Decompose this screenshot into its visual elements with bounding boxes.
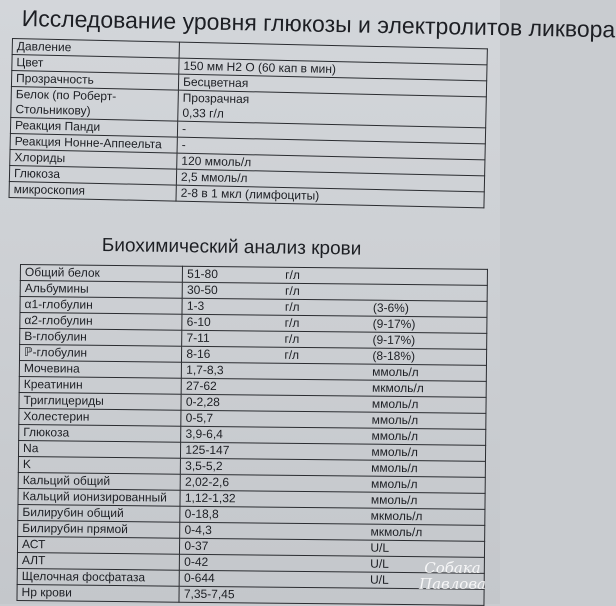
param-name: Хлориды <box>10 149 177 169</box>
value-unit <box>284 423 372 424</box>
watermark-logo <box>419 560 486 592</box>
value-unit: г/л <box>284 331 300 346</box>
reference-extra: (3-6%) <box>372 300 409 316</box>
reference-extra: ммоль/л <box>371 460 418 476</box>
reference-value: 30-50 <box>186 282 218 298</box>
reference-extra: ммоль/л <box>371 412 419 428</box>
watermark-line-1: Собака <box>424 559 481 577</box>
blood-biochem-table <box>16 264 488 606</box>
analyte-name: Креатинин <box>19 376 181 394</box>
param-value: Бесцветная <box>178 74 486 97</box>
value-unit <box>283 471 371 472</box>
param-name: Реакция Нонне-Аппеельта <box>10 133 177 153</box>
value-unit <box>283 519 371 520</box>
reference-extra: (8-18%) <box>372 348 416 364</box>
value-unit: г/л <box>284 299 300 314</box>
reference-value: 0-4,3 <box>184 522 212 538</box>
value-unit <box>284 375 372 376</box>
param-value: 150 мм Н2 О (60 кап в мин) <box>179 58 487 81</box>
reference-extra: (9-17%) <box>372 316 416 332</box>
reference-extra: U/L <box>370 540 390 555</box>
analyte-name: Холестерин <box>19 408 181 426</box>
analyte-name: α1-глобулин <box>20 297 182 315</box>
value-unit: г/л <box>284 315 300 330</box>
param-name: Реакция Панди <box>10 117 177 137</box>
analyte-name: Триглицериды <box>19 392 181 410</box>
analyte-name: Общий белок <box>20 265 182 283</box>
reference-extra: ммоль/л <box>372 364 419 380</box>
analyte-name: Глюкоза <box>19 424 181 442</box>
param-name: Глюкоза <box>9 165 176 185</box>
analyte-name: Билирубин общий <box>18 504 180 522</box>
reference-extra: мкмоль/л <box>370 524 423 540</box>
reference-value: 0-37 <box>184 538 209 553</box>
reference-value: 8-16 <box>186 346 211 361</box>
reference-value: 0-18,8 <box>184 506 219 522</box>
reference-value: 125-147 <box>185 442 230 458</box>
reference-extra: ммоль/л <box>371 428 419 444</box>
param-name: Прозрачность <box>11 71 178 91</box>
value-unit <box>282 583 370 584</box>
value-unit <box>282 551 370 552</box>
reference-value: 0-42 <box>184 554 209 569</box>
reference-extra: мкмоль/л <box>371 380 424 396</box>
param-value: 2-8 в 1 мкл (лимфоциты) <box>176 185 484 208</box>
value-unit <box>282 535 370 536</box>
reference-extra: ммоль/л <box>371 396 419 412</box>
analyte-name: B-глобулин <box>20 329 182 347</box>
analyte-name: Кальций общий <box>18 472 180 490</box>
value-unit <box>282 599 370 600</box>
reference-extra: ммоль/л <box>370 492 418 508</box>
param-value: Прозрачная 0,33 г/л <box>178 90 487 128</box>
reference-value: 6-10 <box>186 314 211 330</box>
value-unit: г/л <box>284 283 300 298</box>
csf-section-title: Исследование уровня глюкозы и электролитов ликвора <box>21 4 616 43</box>
reference-value: 2,02-2,6 <box>184 474 230 490</box>
value-unit <box>283 455 371 456</box>
analyte-name: АСТ <box>17 536 179 554</box>
value-unit <box>284 407 372 408</box>
analyte-name: Альбумины <box>20 281 182 299</box>
reference-extra: ммоль/л <box>371 444 418 460</box>
analyte-name: Щелочная фосфатаза <box>17 568 179 586</box>
value-unit <box>283 503 371 504</box>
reference-value: 1-3 <box>186 298 205 313</box>
value-unit: г/л <box>284 347 300 362</box>
value-unit <box>283 439 371 440</box>
reference-value: 0-644 <box>183 570 215 586</box>
watermark-line-2: Павлова <box>418 575 486 593</box>
reference-value: 7-11 <box>186 330 210 345</box>
param-value: - <box>177 137 485 160</box>
analyte-name: Нр крови <box>17 584 179 602</box>
csf-table <box>9 38 488 208</box>
param-name: Цвет <box>12 55 179 75</box>
blood-section-title: Биохимический анализ крови <box>101 234 362 260</box>
param-name: микроскопия <box>9 181 176 201</box>
reference-extra: (9-17%) <box>372 332 416 348</box>
param-name: Белок (по Роберт-Стольникову) <box>11 86 179 121</box>
reference-value: 27-62 <box>185 378 217 394</box>
analyte-name: α2-глобулин <box>20 313 182 331</box>
analyte-name: Билирубин прямой <box>18 520 180 538</box>
reference-value: 1,7-8,3 <box>186 362 224 378</box>
value-unit <box>284 391 372 392</box>
analyte-name: ℙ-глобулин <box>19 345 181 363</box>
reference-value: 0-2,28 <box>185 394 220 410</box>
analyte-name: K <box>18 456 180 474</box>
analyte-name: Кальций ионизированный <box>18 488 180 506</box>
analyte-name: АЛТ <box>17 552 179 570</box>
reference-value: 51-80 <box>187 266 218 282</box>
reference-value: 7,35-7,45 <box>183 586 235 602</box>
value-unit <box>282 567 370 568</box>
analyte-name: Мочевина <box>19 360 181 378</box>
reference-value: 3,9-6,4 <box>185 426 223 442</box>
reference-value: 3,5-5,2 <box>185 458 223 474</box>
param-value: - <box>177 121 485 144</box>
analyte-name: Na <box>18 440 180 458</box>
param-name: Давление <box>12 39 179 59</box>
param-value: 120 ммоль/л <box>177 153 485 176</box>
reference-value: 0-5,7 <box>185 410 214 426</box>
value-unit <box>283 487 371 488</box>
reference-extra: U/L <box>369 572 389 587</box>
value-unit: г/л <box>285 267 301 282</box>
reference-extra: ммоль/л <box>370 476 418 492</box>
reference-extra: U/L <box>370 556 389 571</box>
reference-value: 1,12-1,32 <box>184 490 236 506</box>
reference-extra: мкмоль/л <box>370 508 423 524</box>
param-value: 2,5 ммоль/л <box>176 169 484 192</box>
